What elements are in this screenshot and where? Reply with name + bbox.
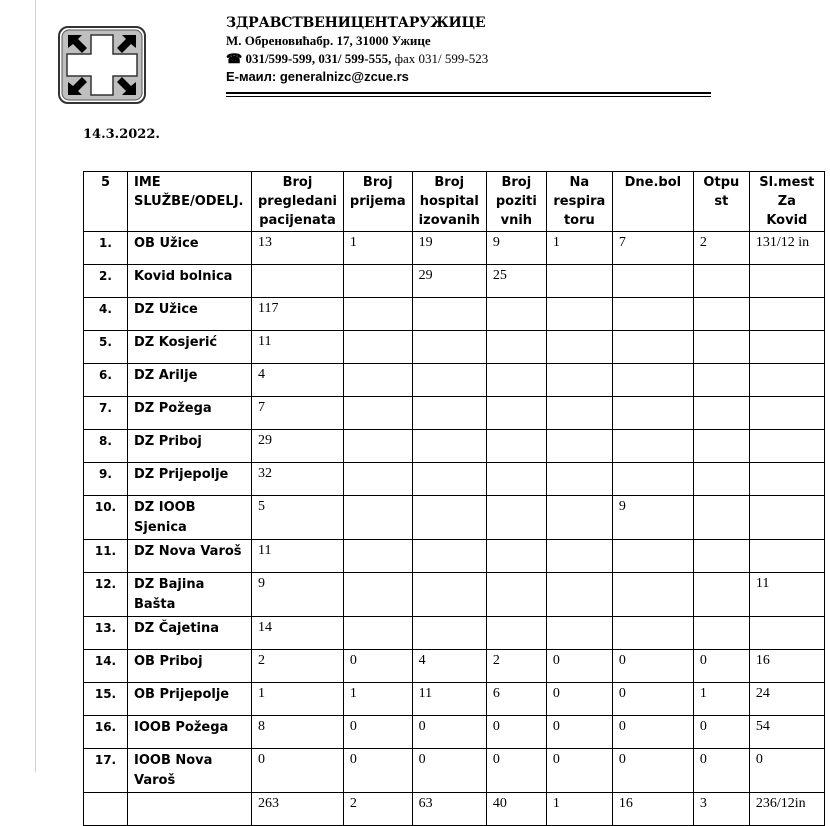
org-address: М. Обреновићабр. 17, 31000 Ужице bbox=[226, 33, 431, 48]
value-cell: 1 bbox=[546, 232, 612, 265]
value-cell: 0 bbox=[546, 749, 612, 793]
value-cell: 16 bbox=[749, 650, 824, 683]
value-cell: 7 bbox=[252, 397, 344, 430]
unit-name: OB Prijepolje bbox=[128, 683, 252, 716]
value-cell: 0 bbox=[546, 650, 612, 683]
value-cell: 0 bbox=[343, 716, 412, 749]
unit-name: Kovid bolnica bbox=[128, 265, 252, 298]
table-row bbox=[84, 573, 825, 617]
value-cell bbox=[546, 364, 612, 397]
row-number: 2. bbox=[84, 265, 128, 298]
value-cell: 0 bbox=[693, 650, 749, 683]
value-cell: 1 bbox=[693, 683, 749, 716]
value-cell bbox=[693, 540, 749, 573]
value-cell bbox=[343, 463, 412, 496]
value-cell bbox=[486, 463, 546, 496]
value-cell bbox=[546, 430, 612, 463]
value-cell bbox=[693, 573, 749, 617]
value-cell bbox=[412, 298, 486, 331]
value-cell bbox=[412, 617, 486, 650]
value-cell bbox=[412, 331, 486, 364]
value-cell: 0 bbox=[693, 716, 749, 749]
row-number: 4. bbox=[84, 298, 128, 331]
unit-name: OB Priboj bbox=[128, 650, 252, 683]
column-header: Broj poziti vnih bbox=[486, 172, 546, 232]
value-cell bbox=[612, 364, 693, 397]
value-cell bbox=[412, 364, 486, 397]
unit-name: OB Užice bbox=[128, 232, 252, 265]
value-cell: 11 bbox=[252, 331, 344, 364]
column-header: Broj prijema bbox=[343, 172, 412, 232]
org-title: ЗДРАВСТВЕНИЦЕНТАРУЖИЦЕ bbox=[226, 15, 486, 31]
value-cell bbox=[546, 573, 612, 617]
table-row bbox=[84, 749, 825, 793]
unit-name: DZ IOOB Sjenica bbox=[128, 496, 252, 540]
table-row bbox=[84, 496, 825, 540]
fax-number: фах 031/ 599-523 bbox=[391, 51, 489, 66]
unit-name: DZ Priboj bbox=[128, 430, 252, 463]
report-table bbox=[83, 171, 825, 826]
row-number: 5. bbox=[84, 331, 128, 364]
value-cell bbox=[412, 397, 486, 430]
value-cell: 0 bbox=[343, 749, 412, 793]
unit-name: DZ Arilje bbox=[128, 364, 252, 397]
value-cell bbox=[693, 496, 749, 540]
table-row bbox=[84, 430, 825, 463]
row-number: 7. bbox=[84, 397, 128, 430]
row-number: 17. bbox=[84, 749, 128, 793]
value-cell bbox=[343, 298, 412, 331]
value-cell bbox=[693, 397, 749, 430]
value-cell bbox=[412, 430, 486, 463]
value-cell bbox=[612, 540, 693, 573]
value-cell bbox=[749, 496, 824, 540]
row-number: 16. bbox=[84, 716, 128, 749]
value-cell bbox=[343, 331, 412, 364]
value-cell: 3 bbox=[693, 793, 749, 826]
org-email: Е-маил: generalnizc@zcue.rs bbox=[226, 69, 409, 84]
value-cell: 9 bbox=[252, 573, 344, 617]
unit-name: IOOB Nova Varoš bbox=[128, 749, 252, 793]
row-number: 13. bbox=[84, 617, 128, 650]
value-cell: 131/12 in bbox=[749, 232, 824, 265]
value-cell: 4 bbox=[252, 364, 344, 397]
org-phone bbox=[226, 50, 488, 68]
value-cell: 263 bbox=[252, 793, 344, 826]
column-header: Broj pregledani pacijenata bbox=[252, 172, 344, 232]
value-cell bbox=[749, 540, 824, 573]
unit-name: IOOB Požega bbox=[128, 716, 252, 749]
phone-numbers: ☎ 031/599-599, 031/ 599-555, bbox=[226, 51, 392, 66]
value-cell: 2 bbox=[252, 650, 344, 683]
column-header: Na respira toru bbox=[546, 172, 612, 232]
value-cell bbox=[693, 430, 749, 463]
value-cell bbox=[546, 496, 612, 540]
letterhead bbox=[226, 14, 488, 86]
value-cell bbox=[486, 430, 546, 463]
value-cell: 0 bbox=[612, 683, 693, 716]
table-row bbox=[84, 397, 825, 430]
value-cell bbox=[486, 397, 546, 430]
unit-name: DZ Užice bbox=[128, 298, 252, 331]
value-cell: 29 bbox=[412, 265, 486, 298]
value-cell bbox=[546, 265, 612, 298]
header-rule-thin bbox=[226, 96, 711, 97]
value-cell: 13 bbox=[252, 232, 344, 265]
column-header: Otpu st bbox=[693, 172, 749, 232]
value-cell: 236/12in bbox=[749, 793, 824, 826]
health-center-logo bbox=[58, 26, 146, 104]
value-cell bbox=[412, 540, 486, 573]
unit-name: DZ Čajetina bbox=[128, 617, 252, 650]
value-cell bbox=[343, 430, 412, 463]
table-row bbox=[84, 716, 825, 749]
unit-name: DZ Prijepolje bbox=[128, 463, 252, 496]
value-cell bbox=[612, 617, 693, 650]
value-cell bbox=[612, 331, 693, 364]
value-cell: 0 bbox=[612, 749, 693, 793]
value-cell: 117 bbox=[252, 298, 344, 331]
value-cell bbox=[693, 364, 749, 397]
value-cell: 11 bbox=[749, 573, 824, 617]
value-cell bbox=[612, 397, 693, 430]
value-cell bbox=[693, 617, 749, 650]
row-number: 15. bbox=[84, 683, 128, 716]
value-cell bbox=[486, 617, 546, 650]
value-cell: 0 bbox=[486, 749, 546, 793]
value-cell: 0 bbox=[412, 716, 486, 749]
unit-name bbox=[128, 793, 252, 826]
value-cell: 0 bbox=[693, 749, 749, 793]
value-cell bbox=[749, 430, 824, 463]
value-cell bbox=[693, 331, 749, 364]
value-cell: 0 bbox=[546, 683, 612, 716]
value-cell: 0 bbox=[749, 749, 824, 793]
row-number: 10. bbox=[84, 496, 128, 540]
value-cell bbox=[486, 573, 546, 617]
value-cell bbox=[749, 331, 824, 364]
table-header-row bbox=[84, 172, 825, 232]
value-cell: 0 bbox=[612, 650, 693, 683]
value-cell: 2 bbox=[693, 232, 749, 265]
value-cell: 29 bbox=[252, 430, 344, 463]
value-cell bbox=[693, 298, 749, 331]
value-cell: 63 bbox=[412, 793, 486, 826]
value-cell bbox=[546, 397, 612, 430]
value-cell: 0 bbox=[412, 749, 486, 793]
value-cell bbox=[343, 540, 412, 573]
value-cell: 54 bbox=[749, 716, 824, 749]
table-row bbox=[84, 364, 825, 397]
value-cell bbox=[252, 265, 344, 298]
unit-name: DZ Nova Varoš bbox=[128, 540, 252, 573]
value-cell bbox=[612, 298, 693, 331]
row-number: 9. bbox=[84, 463, 128, 496]
value-cell: 0 bbox=[343, 650, 412, 683]
value-cell bbox=[412, 496, 486, 540]
value-cell bbox=[343, 265, 412, 298]
table-row bbox=[84, 683, 825, 716]
table-row bbox=[84, 331, 825, 364]
value-cell bbox=[343, 573, 412, 617]
value-cell bbox=[546, 540, 612, 573]
unit-name: DZ Bajina Bašta bbox=[128, 573, 252, 617]
unit-name: DZ Kosjerić bbox=[128, 331, 252, 364]
value-cell: 6 bbox=[486, 683, 546, 716]
value-cell bbox=[749, 463, 824, 496]
table-row bbox=[84, 463, 825, 496]
value-cell: 7 bbox=[612, 232, 693, 265]
table-row bbox=[84, 265, 825, 298]
column-header: 5 bbox=[84, 172, 128, 232]
table-row bbox=[84, 540, 825, 573]
value-cell bbox=[412, 573, 486, 617]
value-cell: 1 bbox=[252, 683, 344, 716]
value-cell bbox=[546, 298, 612, 331]
value-cell bbox=[486, 331, 546, 364]
column-header: IME SLUŽBE/ODELJ. bbox=[128, 172, 252, 232]
value-cell bbox=[343, 496, 412, 540]
value-cell bbox=[749, 617, 824, 650]
unit-name: DZ Požega bbox=[128, 397, 252, 430]
row-number bbox=[84, 793, 128, 826]
value-cell bbox=[612, 463, 693, 496]
value-cell: 11 bbox=[252, 540, 344, 573]
row-number: 11. bbox=[84, 540, 128, 573]
value-cell bbox=[412, 463, 486, 496]
value-cell: 4 bbox=[412, 650, 486, 683]
totals-row bbox=[84, 793, 825, 826]
value-cell: 1 bbox=[343, 683, 412, 716]
table-body bbox=[84, 232, 825, 826]
value-cell bbox=[486, 364, 546, 397]
value-cell: 24 bbox=[749, 683, 824, 716]
row-number: 8. bbox=[84, 430, 128, 463]
value-cell: 5 bbox=[252, 496, 344, 540]
value-cell bbox=[546, 617, 612, 650]
value-cell: 0 bbox=[486, 716, 546, 749]
value-cell: 40 bbox=[486, 793, 546, 826]
value-cell: 0 bbox=[612, 716, 693, 749]
value-cell: 2 bbox=[486, 650, 546, 683]
value-cell bbox=[749, 364, 824, 397]
value-cell: 8 bbox=[252, 716, 344, 749]
value-cell bbox=[343, 397, 412, 430]
value-cell: 14 bbox=[252, 617, 344, 650]
header-rule-thick bbox=[226, 92, 711, 94]
value-cell: 9 bbox=[612, 496, 693, 540]
value-cell: 11 bbox=[412, 683, 486, 716]
value-cell: 1 bbox=[343, 232, 412, 265]
value-cell: 32 bbox=[252, 463, 344, 496]
report-date: 14.3.2022. bbox=[83, 127, 160, 142]
value-cell bbox=[749, 397, 824, 430]
value-cell: 19 bbox=[412, 232, 486, 265]
value-cell bbox=[546, 463, 612, 496]
value-cell bbox=[612, 573, 693, 617]
row-number: 1. bbox=[84, 232, 128, 265]
value-cell: 16 bbox=[612, 793, 693, 826]
value-cell bbox=[749, 265, 824, 298]
value-cell: 0 bbox=[252, 749, 344, 793]
value-cell bbox=[486, 540, 546, 573]
table-row bbox=[84, 617, 825, 650]
value-cell bbox=[612, 430, 693, 463]
column-header: Sl.mest Za Kovid bbox=[749, 172, 824, 232]
column-header: Broj hospital izovanih bbox=[412, 172, 486, 232]
value-cell: 2 bbox=[343, 793, 412, 826]
column-header: Dne.bol bbox=[612, 172, 693, 232]
table-row bbox=[84, 650, 825, 683]
row-number: 12. bbox=[84, 573, 128, 617]
value-cell bbox=[693, 463, 749, 496]
value-cell bbox=[343, 617, 412, 650]
value-cell bbox=[612, 265, 693, 298]
value-cell bbox=[486, 298, 546, 331]
value-cell: 0 bbox=[546, 716, 612, 749]
value-cell: 9 bbox=[486, 232, 546, 265]
table-row bbox=[84, 232, 825, 265]
value-cell bbox=[486, 496, 546, 540]
value-cell bbox=[749, 298, 824, 331]
table-row bbox=[84, 298, 825, 331]
value-cell: 25 bbox=[486, 265, 546, 298]
value-cell bbox=[693, 265, 749, 298]
row-number: 14. bbox=[84, 650, 128, 683]
value-cell bbox=[343, 364, 412, 397]
value-cell bbox=[546, 331, 612, 364]
page-edge bbox=[35, 0, 36, 772]
value-cell: 1 bbox=[546, 793, 612, 826]
row-number: 6. bbox=[84, 364, 128, 397]
